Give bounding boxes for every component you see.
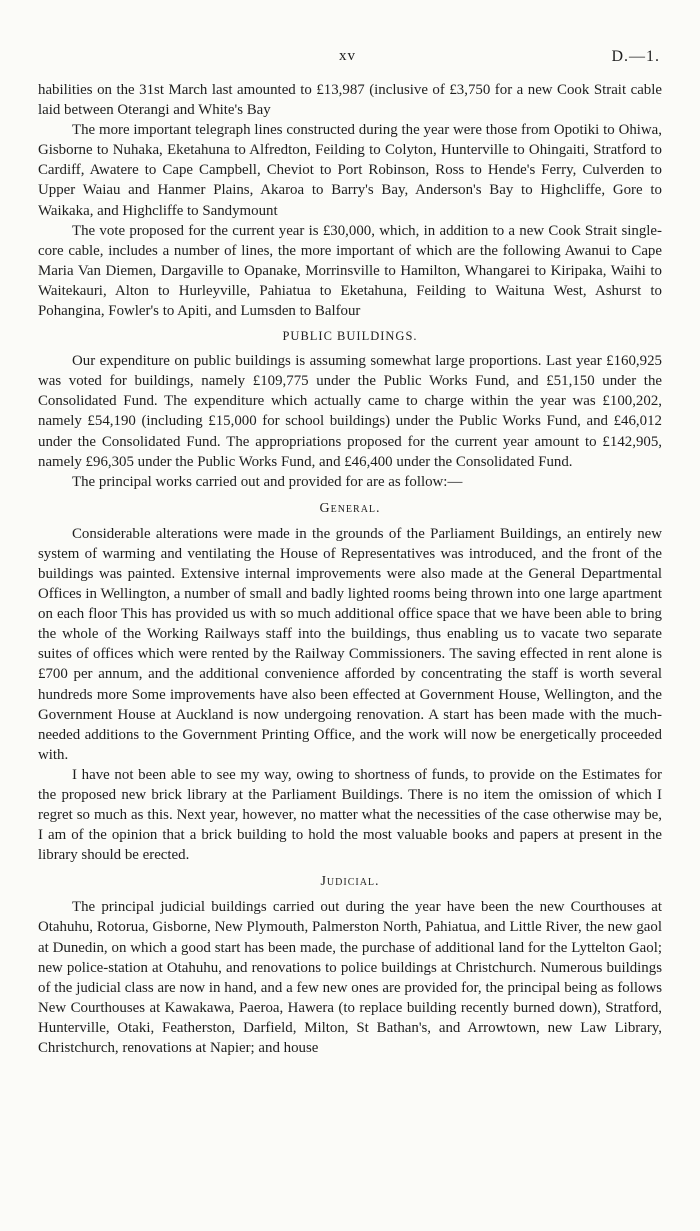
subsection-heading-judicial: Judicial. [320, 874, 380, 890]
paragraph: The vote proposed for the current year is £30,000, which, in addition to a new Cook Strait single-core cable, includes a number of lines, the more important of which are the following Awanui to Cape Maria Van Diemen, Dargaville to Opanake, Morrinsville to Hamilton, Whangarei to Kiripaka, Waihi to Waitekauri, Alton to Hurleyville, Pahiatua to Eketahuna, Feilding to Waituna West, Ashurst to Pohangina, Fowler's to Apiti, and Lumsden to Balfour [38, 222, 662, 320]
section-heading-public-buildings: PUBLIC BUILDINGS. [282, 329, 418, 344]
document-reference: D.—1. [611, 48, 660, 65]
paragraph: Considerable alterations were made in the grounds of the Parliament Buildings, an entirely new system of warming and ventilating the House of Representatives was introduced, and the front of the buildings was painted. Extensive internal improvements were also made at the General Departmental Offices in Wellington, a number of small and badly lighted rooms being thrown into one large apartment on each floor This has provided us with so much additional office space that we have been able to bring the whole of the Working Railways staff into the buildings, thus enabling us to vacate two separate suites of offices which were rented by the Railway Commissioners. The saving effected in rent alone is £700 per annum, and the additional convenience afforded by concentrating the staff is worth several hundreds more Some improvements have also been effected at Government House, Wellington, and the Government House at Auckland is now undergoing renovation. A start has been made with the much-needed additions to the Government Printing Office, and the work will now be energetically proceeded with. [38, 525, 662, 763]
paragraph: The principal judicial buildings carried out during the year have been the new Courthouses at Otahuhu, Rotorua, Gisborne, New Plymouth, Palmerston North, Pahiatua, and Little River, the new gaol at Dunedin, on which a good start has been made, the purchase of additional land for the Lyttelton Gaol; new police-station at Otahuhu, and renovations to police buildings at Christchurch. Numerous buildings of the judicial class are now in hand, and a few new ones are provided for, the principal being as follows New Courthouses at Kawakawa, Paeroa, Hawera (to replace building recently burned down), Stratford, Hunterville, Otaki, Featherston, Darfield, Milton, St Bathan's, and Arrowtown, new Law Library, Christchurch, renovations at Napier; and house [38, 899, 662, 1057]
paragraph: The more important telegraph lines constructed during the year were those from Opotiki to Ohiwa, Gisborne to Nuhaka, Eketahuna to Alfredton, Feilding to Colyton, Hunterville to Ohingaiti, Stratford to Cardiff, Awatere to Cape Campbell, Cheviot to Port Robinson, Ross to Hende's Ferry, Culverden to Upper Waiau and Hanmer Plains, Akaroa to Barry's Bay, Anderson's Bay to Highcliffe, Gore to Waikaka, and Highcliffe to Sandymount [38, 122, 662, 219]
paragraph: I have not been able to see my way, owing to shortness of funds, to provide on the Estimates for the proposed new brick library at the Parliament Buildings. There is no item the omission of which I regret so much as this. Next year, however, no matter what the necessities of the case otherwise may be, I am of the opinion that a brick building to hold the most valuable books and papers at present in the library should be erected. [38, 766, 662, 864]
page-header [0, 48, 700, 70]
page-body [38, 80, 662, 1058]
paragraph: habilities on the 31st March last amounted to £13,987 (inclusive of £3,750 for a new Cook Strait cable laid between Oterangi and White's Bay [38, 82, 662, 119]
paragraph: Our expenditure on public buildings is assuming somewhat large proportions. Last year £160,925 was voted for buildings, namely £109,775 under the Public Works Fund, and £51,150 under the Consolidated Fund. The expenditure which actually came to charge within the year was £100,202, namely £54,190 (including £15,000 for school buildings) under the Public Works Fund, and £46,012 under the Consolidated Fund. The appropriations proposed for the current year amount to £142,905, namely £96,305 under the Public Works Fund, and £46,400 under the Consolidated Fund. [38, 353, 662, 470]
paragraph: The principal works carried out and provided for are as follow:— [72, 473, 463, 490]
page-number: xv [339, 48, 356, 64]
subsection-heading-general: General. [319, 500, 381, 516]
